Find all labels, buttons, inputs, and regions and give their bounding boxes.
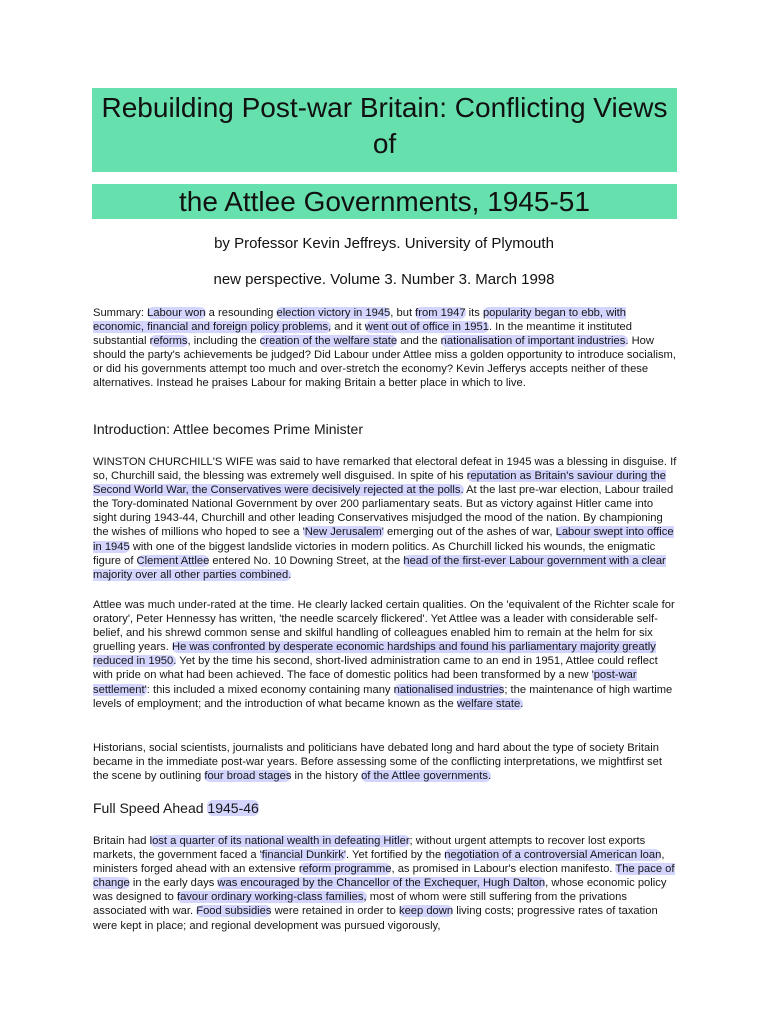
highlight: Labour won bbox=[147, 307, 206, 319]
text-run: entered No. 10 Downing Street, at the bbox=[209, 554, 404, 567]
text-run: . In the meantime it instituted substantial bbox=[93, 321, 632, 348]
highlight: of the Attlee governments. bbox=[361, 770, 492, 783]
text-run: living costs; progressive rates of taxation were kept in place; and regional development was pursued vigorously, bbox=[93, 905, 658, 932]
text-run: its bbox=[465, 307, 483, 319]
highlight: reforms bbox=[149, 335, 188, 348]
highlight: creation of the welfare state bbox=[259, 335, 398, 348]
text-run: , whose economic policy was designed to bbox=[93, 877, 667, 904]
summary-paragraph bbox=[93, 306, 678, 391]
text-run: , including the bbox=[187, 335, 260, 348]
highlight: favour ordinary working-class families, bbox=[176, 891, 367, 904]
highlight: Food subsidies bbox=[196, 905, 272, 918]
highlight: lost a quarter of its national wealth in defeating Hitler bbox=[149, 835, 410, 847]
highlight: He was confronted by desperate economic hardships and found his parliamentary majority greatly reduced in 1950. bbox=[93, 641, 656, 668]
title-box-bottom bbox=[92, 184, 677, 219]
text-run: in the early days bbox=[129, 877, 218, 890]
text-run: with one of the biggest landslide victories in modern politics. As Churchill licked his wounds, the enigmatic figure of bbox=[93, 540, 656, 567]
text-run: : this included a mixed economy containing many bbox=[146, 683, 394, 696]
section-heading-full-speed-ahead bbox=[93, 800, 259, 816]
highlight: 'New Jerusalem' bbox=[302, 526, 384, 539]
text-run: and the bbox=[397, 335, 441, 348]
text-run: . Yet fortified by the bbox=[346, 849, 445, 862]
title-box-top bbox=[92, 88, 677, 172]
text-run: most of whom were still suffering from the privations associated with war. bbox=[93, 891, 627, 918]
text-run: ; the maintenance of high wartime levels of employment; and the introduction of what became known as the bbox=[93, 683, 673, 710]
highlight: 1945-46 bbox=[207, 800, 259, 816]
text-run: At the last pre-war election, Labour trailed the Tory-dominated National Government by over 200 parliamentary seats. But as victory against Hitler came into sight during 1943-44, Churchill and other leading Conservatives misjudged the mood of the nation. By championing the wishes of millions who hoped to see a bbox=[93, 484, 674, 539]
highlight: The pace of change bbox=[93, 863, 675, 890]
section-heading-introduction: Introduction: Attlee becomes Prime Minister bbox=[93, 421, 364, 437]
highlight: Clement Attlee bbox=[136, 554, 210, 567]
text-run: , as promised in Labour's election manifesto. bbox=[391, 863, 616, 876]
highlight: negotiation of a controversial American loan bbox=[444, 849, 662, 862]
introduction-paragraph-1 bbox=[93, 455, 678, 582]
highlight: reform programme bbox=[298, 863, 392, 876]
highlight: Labour swept into office in 1945 bbox=[93, 526, 674, 553]
highlight: reputation as Britain's saviour during the Second World War, the Conservatives were decisively rejected at the polls. bbox=[93, 470, 666, 497]
highlight: head of the first-ever Labour government with a clear majority over all other parties combined. bbox=[93, 554, 666, 581]
highlight: popularity began to ebb, with economic, financial and foreign policy problems, bbox=[93, 307, 627, 334]
highlight: election victory in 1945 bbox=[276, 307, 391, 319]
text-run: , but bbox=[390, 307, 416, 319]
text-run: and it bbox=[331, 321, 365, 334]
text-run: emerging out of the ashes of war, bbox=[383, 526, 556, 539]
text-run: ; without urgent attempts to recover lost exports markets, the government faced a bbox=[93, 835, 646, 862]
text-run: Yet by the time his second, short-lived administration came to an end in 1951, Attlee could reflect with pride on what had been achieved. The face of domestic politics had been transformed by a new bbox=[93, 655, 658, 682]
highlight: from 1947 bbox=[415, 307, 466, 319]
highlight: was encouraged by the Chancellor of the Exchequer, Hugh Dalton bbox=[217, 877, 546, 890]
text-run: Summary: bbox=[93, 307, 148, 319]
text-run: , ministers forged ahead with an extensive bbox=[93, 849, 665, 876]
document-title-line-2: the Attlee Governments, 1945-51 bbox=[179, 186, 590, 217]
introduction-paragraph-2 bbox=[93, 598, 678, 711]
highlight: 'financial Dunkirk' bbox=[259, 849, 347, 862]
introduction-paragraph-3 bbox=[93, 741, 678, 783]
text-run: a resounding bbox=[205, 307, 277, 319]
text-run: were retained in order to bbox=[271, 905, 399, 918]
text-run: WINSTON CHURCHILL'S WIFE was said to have remarked that electoral defeat in 1945 was a blessing in disguise. If so, Churchill said, the blessing was extremely well disguised. In spite of his bbox=[93, 456, 677, 483]
text-run: How should the party's achievements be judged? Did Labour under Attlee miss a golden opportunity to introduce socialism, or did his governments attempt too much and over-stretch the economy? Kevin Jefferys accepts neither of these alternatives. Instead he praises Labour for making Britain a better place in which to live. bbox=[93, 335, 676, 390]
highlight: four broad stages bbox=[204, 770, 292, 783]
text-run: Historians, social scientists, journalists and politicians have debated long and hard about the type of society Britain became in the immediate post-war years. Before assessing some of the conflicting interpretations, we mightfirst set the scene by outlining bbox=[93, 742, 662, 783]
full-speed-paragraph-1 bbox=[93, 834, 678, 933]
text-run: Britain had bbox=[93, 835, 150, 847]
highlight: welfare state. bbox=[456, 697, 524, 710]
text-run: Attlee was much under-rated at the time. He clearly lacked certain qualities. On the 'equivalent of the Richter scale for oratory', Peter Hennessy has written, 'the needle scarcely flickered'. Yet Attlee was a leader with considerable self-belief, and his shrewd common sense and skilful handling of colleagues enabled him to remain at the helm for six gruelling years. bbox=[93, 599, 675, 654]
publication-source: new perspective. Volume 3. Number 3. March 1998 bbox=[213, 271, 555, 288]
highlight: nationalised industries bbox=[393, 683, 505, 696]
document-title-line-1: Rebuilding Post-war Britain: Conflicting Views of bbox=[101, 92, 668, 159]
highlight: 'post-war settlement' bbox=[93, 669, 637, 696]
author-byline: by Professor Kevin Jeffreys. University of Plymouth bbox=[214, 235, 554, 252]
highlight: nationalisation of important industries. bbox=[440, 335, 629, 348]
highlight: keep down bbox=[398, 905, 454, 918]
heading-text: Full Speed Ahead bbox=[93, 800, 208, 816]
highlight: went out of office in 1951 bbox=[364, 321, 489, 334]
text-run: in the history bbox=[291, 770, 362, 783]
